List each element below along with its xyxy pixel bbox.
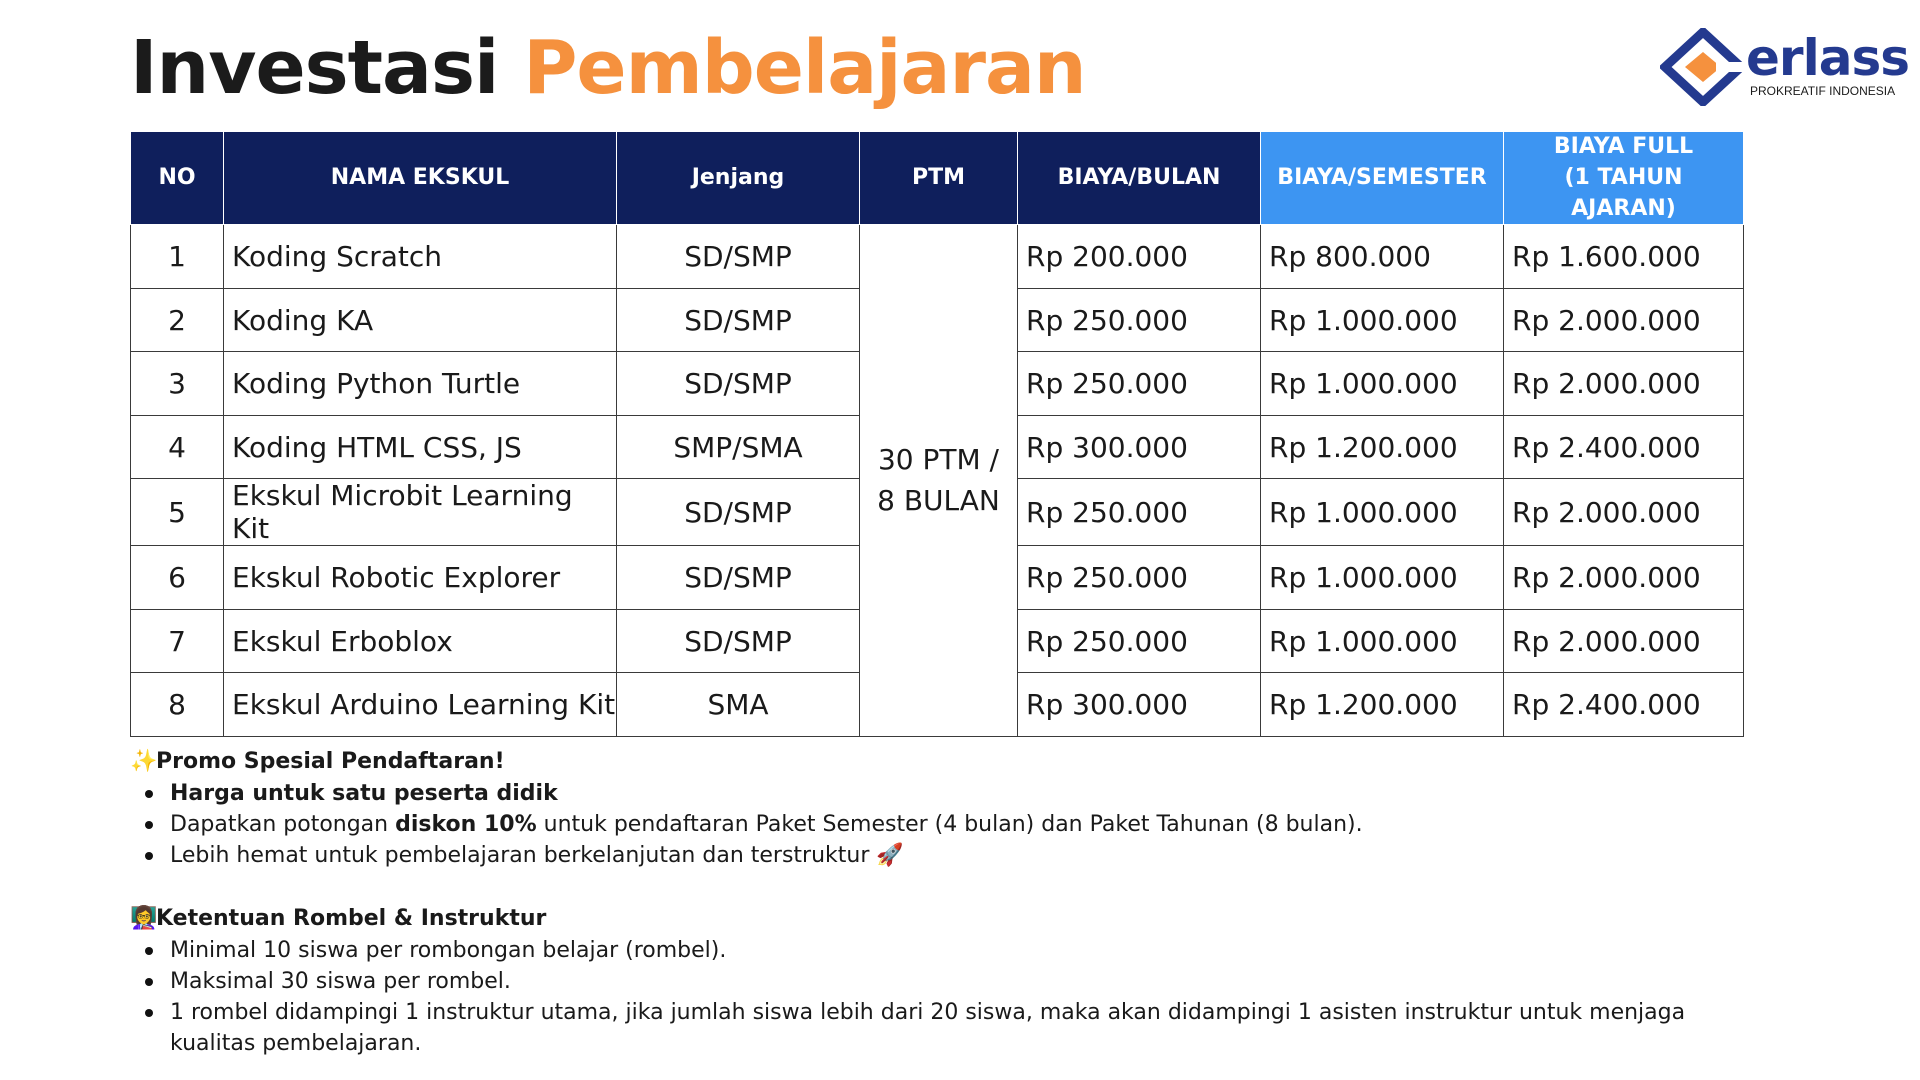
table-header-row — [131, 132, 1744, 225]
cell-name: Ekskul Microbit Learning Kit — [224, 479, 617, 546]
cell-monthly: Rp 300.000 — [1018, 415, 1261, 479]
erlass-logo-icon — [1660, 28, 1746, 106]
cell-monthly: Rp 200.000 — [1018, 225, 1261, 289]
promo-item-3: Lebih hemat untuk pembelajaran berkelanjutan dan terstruktur — [170, 843, 870, 868]
cell-full: Rp 2.000.000 — [1504, 352, 1744, 416]
title-part-1: Investasi — [130, 25, 499, 111]
promo-list — [130, 778, 1730, 871]
promo-item-2-bold: diskon 10% — [395, 812, 537, 837]
cell-no: 7 — [131, 609, 224, 673]
brand-logo — [1660, 28, 1909, 108]
cell-semester: Rp 1.200.000 — [1261, 673, 1504, 737]
cell-semester: Rp 1.000.000 — [1261, 288, 1504, 352]
cell-level: SD/SMP — [617, 225, 860, 289]
cell-monthly: Rp 250.000 — [1018, 546, 1261, 610]
cell-name: Koding KA — [224, 288, 617, 352]
cell-no: 3 — [131, 352, 224, 416]
list-item — [130, 778, 1730, 809]
cell-semester: Rp 800.000 — [1261, 225, 1504, 289]
rules-heading — [130, 903, 1730, 935]
cell-monthly: Rp 250.000 — [1018, 288, 1261, 352]
cell-name: Koding Scratch — [224, 225, 617, 289]
cell-level: SMA — [617, 673, 860, 737]
cell-full: Rp 1.600.000 — [1504, 225, 1744, 289]
cell-level: SD/SMP — [617, 288, 860, 352]
cell-level: SD/SMP — [617, 609, 860, 673]
header-semester: BIAYA/SEMESTER — [1261, 132, 1504, 225]
page-title — [130, 24, 1086, 113]
header-ptm: PTM — [860, 132, 1018, 225]
list-item: Maksimal 30 siswa per rombel. — [130, 966, 1730, 997]
sparkles-icon: ✨ — [130, 749, 158, 774]
cell-full: Rp 2.400.000 — [1504, 673, 1744, 737]
cell-level: SMP/SMA — [617, 415, 860, 479]
cell-monthly: Rp 300.000 — [1018, 673, 1261, 737]
cell-full: Rp 2.400.000 — [1504, 415, 1744, 479]
header-name: NAMA EKSKUL — [224, 132, 617, 225]
cell-no: 8 — [131, 673, 224, 737]
cell-name: Ekskul Robotic Explorer — [224, 546, 617, 610]
logo-subtitle: PROKREATIF INDONESIA — [1750, 84, 1896, 98]
cell-monthly: Rp 250.000 — [1018, 352, 1261, 416]
header-level: Jenjang — [617, 132, 860, 225]
promo-item-2-post: untuk pendaftaran Paket Semester (4 bulan) dan Paket Tahunan (8 bulan). — [536, 812, 1363, 837]
cell-no: 2 — [131, 288, 224, 352]
cell-semester: Rp 1.000.000 — [1261, 546, 1504, 610]
rules-list — [130, 935, 1730, 1059]
header-monthly: BIAYA/BULAN — [1018, 132, 1261, 225]
cell-level: SD/SMP — [617, 352, 860, 416]
cell-semester: Rp 1.200.000 — [1261, 415, 1504, 479]
notes-section — [130, 746, 1730, 1059]
cell-no: 4 — [131, 415, 224, 479]
header-full-line1: BIAYA FULL — [1553, 134, 1694, 159]
cell-full: Rp 2.000.000 — [1504, 609, 1744, 673]
cell-level: SD/SMP — [617, 479, 860, 546]
table-row — [131, 225, 1744, 289]
cell-name: Ekskul Erboblox — [224, 609, 617, 673]
cell-no: 6 — [131, 546, 224, 610]
cell-full: Rp 2.000.000 — [1504, 479, 1744, 546]
rules-heading-text: Ketentuan Rombel & Instruktur — [156, 906, 547, 931]
cell-name: Ekskul Arduino Learning Kit — [224, 673, 617, 737]
teacher-icon: 👩‍🏫 — [130, 906, 158, 931]
pricing-table — [130, 131, 1744, 737]
promo-item-1: Harga untuk satu peserta didik — [170, 781, 558, 806]
list-item: 1 rombel didampingi 1 instruktur utama, jika jumlah siswa lebih dari 20 siswa, maka akan didampingi 1 asisten instruktur untuk menjaga kualitas pembelajaran. — [130, 997, 1730, 1059]
list-item — [130, 840, 1730, 871]
rocket-icon: 🚀 — [876, 843, 904, 868]
list-item: Minimal 10 siswa per rombongan belajar (rombel). — [130, 935, 1730, 966]
cell-level: SD/SMP — [617, 546, 860, 610]
cell-no: 1 — [131, 225, 224, 289]
header-full-line2: (1 TAHUN AJARAN) — [1564, 164, 1683, 221]
header-full — [1504, 132, 1744, 225]
cell-ptm-merged — [860, 225, 1018, 737]
cell-full: Rp 2.000.000 — [1504, 546, 1744, 610]
header-no: NO — [131, 132, 224, 225]
cell-semester: Rp 1.000.000 — [1261, 609, 1504, 673]
cell-no: 5 — [131, 479, 224, 546]
promo-heading-text: Promo Spesial Pendaftaran! — [156, 749, 505, 774]
ptm-line1: 30 PTM / — [877, 443, 999, 477]
cell-full: Rp 2.000.000 — [1504, 288, 1744, 352]
promo-heading — [130, 746, 1730, 778]
logo-wordmark: erlass — [1746, 29, 1909, 87]
cell-monthly: Rp 250.000 — [1018, 609, 1261, 673]
cell-semester: Rp 1.000.000 — [1261, 352, 1504, 416]
cell-monthly: Rp 250.000 — [1018, 479, 1261, 546]
cell-name: Koding HTML CSS, JS — [224, 415, 617, 479]
promo-item-2-pre: Dapatkan potongan — [170, 812, 396, 837]
cell-name: Koding Python Turtle — [224, 352, 617, 416]
title-part-2: Pembelajaran — [523, 25, 1086, 111]
cell-semester: Rp 1.000.000 — [1261, 479, 1504, 546]
ptm-line2: 8 BULAN — [877, 483, 1000, 517]
list-item — [130, 809, 1730, 840]
